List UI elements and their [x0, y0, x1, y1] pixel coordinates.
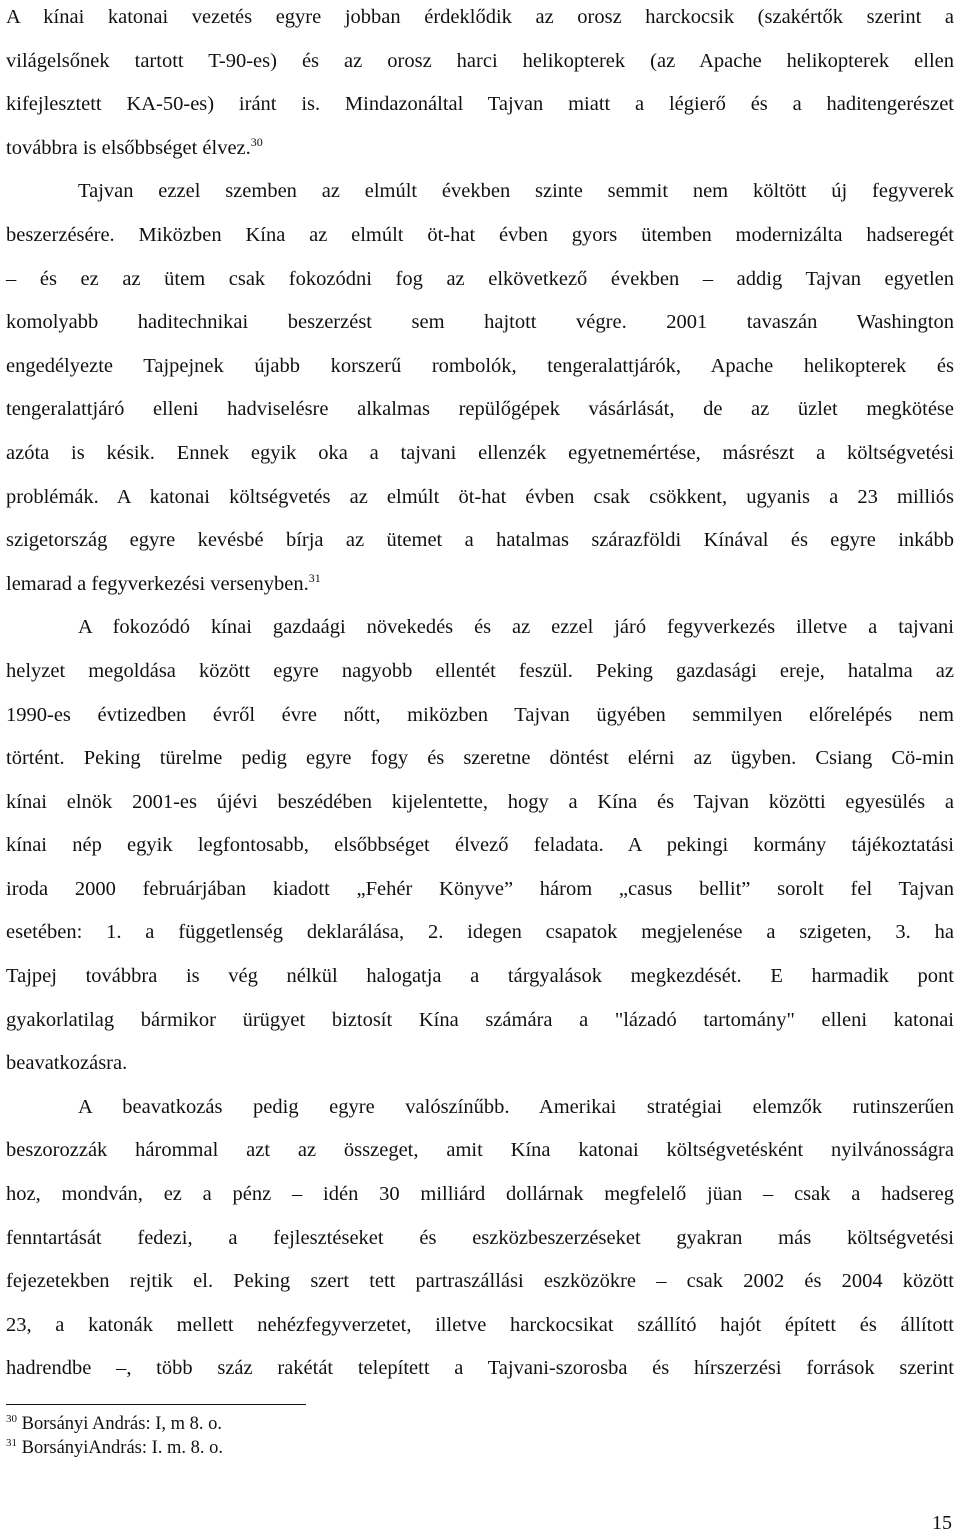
body-text: [6, 0, 954, 1391]
text-line: A fokozódó kínai gazdaági növekedés és az ezzel járó fegyverkezés illetve a tajvani: [78, 616, 954, 639]
text-line: kifejlesztett KA-50-es) iránt is. Mindazonáltal Tajvan miatt a légierő és a haditengerészet: [6, 93, 954, 116]
footnote-ref-31[interactable]: 31: [308, 570, 321, 585]
footnote-text: BorsányiAndrás: I. m. 8. o.: [21, 1438, 224, 1458]
footnote-number: 30: [6, 1413, 17, 1425]
text-line: tengeralattjáró elleni hadviselésre alkalmas repülőgépek vásárlását, de az üzlet megkötése: [6, 398, 954, 421]
paragraph-1: [6, 0, 954, 170]
text-line: kínai elnök 2001-es újévi beszédében kijelentette, hogy a Kína és Tajvan közötti egyesülés a: [6, 790, 954, 813]
text-line: A beavatkozás pedig egyre valószínűbb. Amerikai stratégiai elemzők rutinszerűen: [78, 1095, 954, 1118]
text-line: beavatkozásra.: [6, 1052, 128, 1075]
text-line: azóta is késik. Ennek egyik oka a tajvani ellenzék egyetnemértése, másrészt a költségvetési: [6, 441, 954, 464]
text-line: 23, a katonák mellett nehézfegyverzetet, illetve harckocsikat szállító hajót épített és állított: [6, 1313, 954, 1336]
text-line: kínai nép egyik legfontosabb, elsőbbséget élvező feladata. A pekingi kormány tájékoztatási: [6, 834, 954, 857]
text-line: beszerzésére. Miközben Kína az elmúlt öt-hat évben gyors ütemben modernizálta hadseregét: [6, 223, 954, 246]
text-line: helyzet megoldása között egyre nagyobb ellentét feszül. Peking gazdasági ereje, hatalma az: [6, 659, 954, 682]
text-line: fejezetekben rejtik el. Peking szert tett partraszállási eszközökre – csak 2002 és 2004 között: [6, 1270, 954, 1293]
text-line: hadrendbe –, több száz rakétát telepített a Tajvani-szorosba és hírszerzési források szerint: [6, 1357, 954, 1380]
text-line: iroda 2000 februárjában kiadott „Fehér Könyve” három „casus bellit” sorolt fel Tajvan: [6, 877, 954, 900]
text-line: engedélyezte Tajpejnek újabb korszerű rombolók, tengeralattjárók, Apache helikopterek és: [6, 354, 954, 377]
text-line-content: továbbra is elsőbbséget élvez.: [6, 136, 251, 159]
footnote-text: Borsányi András: I, m 8. o.: [21, 1414, 223, 1434]
text-line: Tajpej továbbra is vég nélkül halogatja a tárgyalások megkezdését. E harmadik pont: [6, 965, 954, 988]
text-line: esetében: 1. a függetlenség deklarálása, 2. idegen csapatok megjelenése a szigeten, 3. ha: [6, 921, 954, 944]
footnote-number: 31: [6, 1437, 17, 1449]
text-line: A kínai katonai vezetés egyre jobban érdeklődik az orosz harckocsik (szakértők szerint a: [6, 6, 954, 28]
text-line: – és ez az ütem csak fokozódni fog az elkövetkező években – addig Tajvan egyetlen: [6, 267, 954, 290]
text-line: [6, 563, 954, 607]
footnote-31: [6, 1436, 223, 1460]
text-line: szigetország egyre kevésbé bírja az ütemet a hatalmas szárazföldi Kínával és egyre inkább: [6, 529, 954, 552]
text-line: 1990-es évtizedben évről évre nőtt, miközben Tajvan ügyében semmilyen előrelépés nem: [6, 703, 954, 726]
text-line: világelsőnek tartott T-90-es) és az orosz harci helikopterek (az Apache helikopterek ellen: [6, 49, 954, 72]
text-line: történt. Peking türelme pedig egyre fogy és szeretne döntést elérni az ügyben. Csiang Cö-min: [6, 747, 954, 770]
footnote-ref-30[interactable]: 30: [250, 134, 263, 149]
text-line-content: lemarad a fegyverkezési versenyben.: [6, 572, 309, 595]
paragraph-3: [6, 606, 954, 1086]
text-line: problémák. A katonai költségvetés az elmúlt öt-hat évben csak csökkent, ugyanis a 23 milliós: [6, 485, 954, 508]
text-line: [6, 127, 954, 171]
text-line: fenntartását fedezi, a fejlesztéseket és eszközbeszerzéseket gyakran más költségvetési: [6, 1226, 954, 1249]
paragraph-4: [6, 1086, 954, 1391]
footnotes: [6, 1412, 223, 1460]
footnote-divider: [6, 1404, 306, 1405]
footnote-30: [6, 1412, 223, 1436]
paragraph-2: [6, 170, 954, 606]
text-line: hoz, mondván, ez a pénz – idén 30 milliárd dollárnak megfelelő jüan – csak a hadsereg: [6, 1183, 954, 1206]
text-line: Tajvan ezzel szemben az elmúlt években szinte semmit nem költött új fegyverek: [78, 180, 954, 203]
text-line: gyakorlatilag bármikor ürügyet biztosít Kína számára a "lázadó tartomány" elleni katonai: [6, 1008, 954, 1031]
text-line: komolyabb haditechnikai beszerzést sem hajtott végre. 2001 tavaszán Washington: [6, 311, 954, 334]
page-number: 15: [932, 1512, 952, 1534]
text-line: beszorozzák hárommal azt az összeget, amit Kína katonai költségvetésként nyilvánosságra: [6, 1139, 954, 1162]
